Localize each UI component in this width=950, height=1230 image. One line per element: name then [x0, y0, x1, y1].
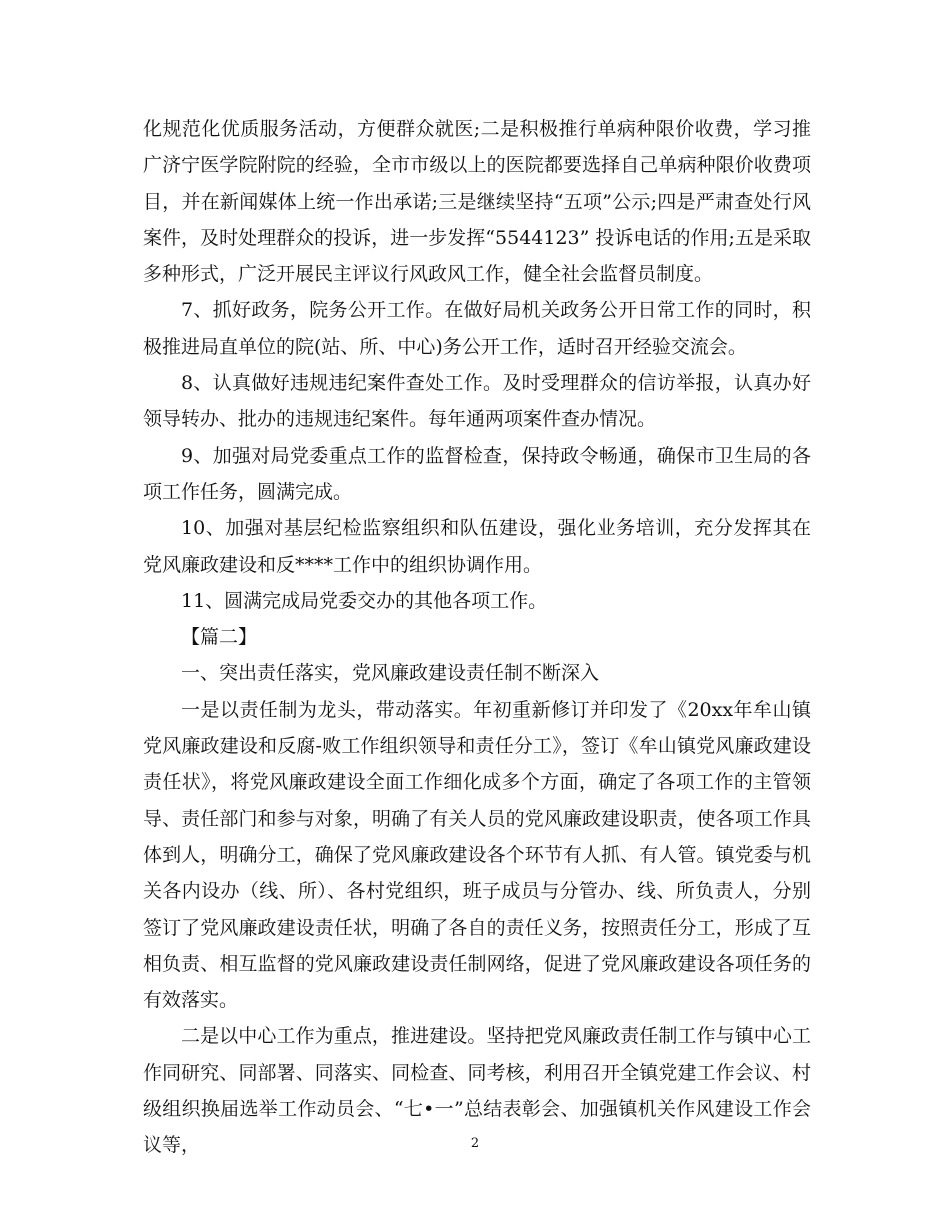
section-heading: 【篇二】	[181, 626, 258, 649]
paragraph-continuation: 化规范化优质服务活动，方便群众就医;二是积极推行单病种限价收费，学习推广济宁医学院附院的经验，全市市级以上的医院都要选择自己单病种限价收费项目，并在新闻媒体上统一作出承诺;三是继续坚持“五项”公示;四是严肃查处行风案件，及时处理群众的投诉，进一步发挥“5544123” 投诉电话的作用;五是采取多种形式，广泛开展民主评议行风政风工作，健全社会监督员制度。	[143, 118, 811, 286]
document-body	[143, 111, 811, 1164]
page-number: 2	[470, 1136, 480, 1151]
subsection-heading: 一、突出责任落实，党风廉政建设责任制不断深入	[181, 662, 600, 685]
paragraph-item-8: 8、认真做好违规违纪案件查处工作。及时受理群众的信访举报，认真办好领导转办、批办的违规违纪案件。每年通两项案件查办情况。	[143, 372, 811, 431]
paragraph-item-11: 11、圆满完成局党委交办的其他各项工作。	[181, 589, 548, 612]
paragraph-item-9: 9、加强对局党委重点工作的监督检查，保持政令畅通，确保市卫生局的各项工作任务，圆满完成。	[143, 444, 811, 503]
paragraph-item-7: 7、抓好政务，院务公开工作。在做好局机关政务公开日常工作的同时，积极推进局直单位的院(站、所、中心)务公开工作，适时召开经验交流会。	[143, 299, 811, 358]
paragraph-central-work: 二是以中心工作为重点，推进建设。坚持把党风廉政责任制工作与镇中心工作同研究、同部署、同落实、同检查、同考核，利用召开全镇党建工作会议、村级组织换届选举工作动员会、“七•一”总结表彰会、加强镇机关作风建设工作会议等，	[143, 1025, 811, 1157]
paragraph-responsibility: 一是以责任制为龙头，带动落实。年初重新修订并印发了《20xx年牟山镇党风廉政建设和反腐-败工作组织领导和责任分工》，签订《牟山镇党风廉政建设责任状》，将党风廉政建设全面工作细化成多个方面，确定了各项工作的主管领导、责任部门和参与对象，明确了有关人员的党风廉政建设职责，使各项工作具体到人，明确分工，确保了党风廉政建设各个环节有人抓、有人管。镇党委与机关各内设办（线、所）、各村党组织，班子成员与分管办、线、所负责人，分别签订了党风廉政建设责任状，明确了各自的责任义务，按照责任分工，形成了互相负责、相互监督的党风廉政建设责任制网络，促进了党风廉政建设各项任务的有效落实。	[143, 698, 811, 1012]
paragraph-item-10: 10、加强对基层纪检监察组织和队伍建设，强化业务培训，充分发挥其在党风廉政建设和反****工作中的组织协调作用。	[143, 517, 811, 576]
